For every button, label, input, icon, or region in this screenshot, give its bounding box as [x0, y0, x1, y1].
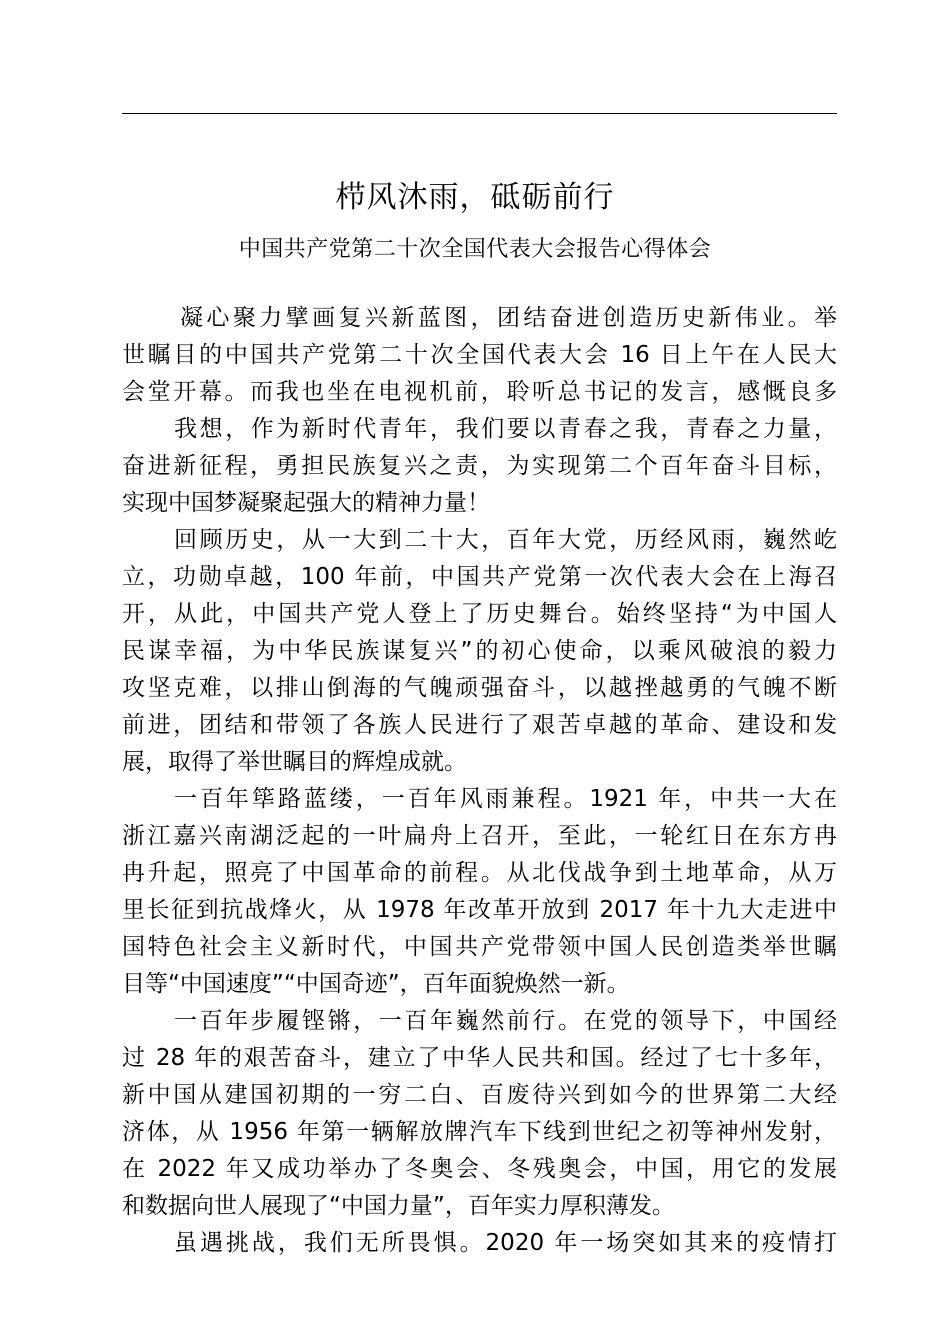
text-line: 民谋幸福，为中华民族谋复兴”的初心使命，以乘风破浪的毅力 [122, 638, 837, 664]
text-line: 济体，从 1956 年第一辆解放牌汽车下线到世纪之初等神州发射， [122, 1119, 837, 1145]
text-line: 世瞩目的中国共产党第二十次全国代表大会 16 日上午在人民大 [122, 342, 837, 368]
text-line: 攻坚克难，以排山倒海的气魄顽强奋斗，以越挫越勇的气魄不断 [122, 675, 837, 701]
text-line: 展，取得了举世瞩目的辉煌成就。 [122, 749, 467, 775]
text-line: 冉升起，照亮了中国革命的前程。从北伐战争到土地革命，从万 [122, 860, 837, 886]
body-text [122, 300, 837, 1262]
text-line: 过 28 年的艰苦奋斗，建立了中华人民共和国。经过了七十多年， [122, 1045, 837, 1071]
header-rule [122, 113, 837, 114]
text-line: 一百年筚路蓝缕，一百年风雨兼程。1921 年，中共一大在 [174, 786, 837, 812]
text-line: 一百年步履铿锵，一百年巍然前行。在党的领导下，中国经 [174, 1008, 837, 1034]
text-line: 回顾历史，从一大到二十大，百年大党，历经风雨，巍然屹 [174, 527, 837, 553]
text-line: 我想，作为新时代青年，我们要以青春之我，青春之力量， [174, 416, 837, 442]
text-line: 目等“中国速度”“中国奇迹”，百年面貌焕然一新。 [122, 971, 630, 997]
text-line: 浙江嘉兴南湖泛起的一叶扁舟上召开，至此，一轮红日在东方冉 [122, 823, 837, 849]
text-line: 立，功勋卓越，100 年前，中国共产党第一次代表大会在上海召 [122, 564, 837, 590]
text-line: 国特色社会主义新时代，中国共产党带领中国人民创造类举世瞩 [122, 934, 837, 960]
text-line: 凝心聚力擘画复兴新蓝图，团结奋进创造历史新伟业。举 [180, 305, 837, 331]
text-line: 奋进新征程，勇担民族复兴之责，为实现第二个百年奋斗目标， [122, 453, 837, 479]
text-line: 开，从此，中国共产党人登上了历史舞台。始终坚持“为中国人 [122, 601, 837, 627]
text-line: 虽遇挑战，我们无所畏惧。2020 年一场突如其来的疫情打 [174, 1230, 837, 1256]
text-line: 会堂开幕。而我也坐在电视机前，聆听总书记的发言，感慨良多 [122, 379, 837, 405]
text-line: 在 2022 年又成功举办了冬奥会、冬残奥会，中国，用它的发展 [122, 1156, 837, 1182]
text-line: 和数据向世人展现了“中国力量”，百年实力厚积薄发。 [122, 1193, 675, 1219]
document-subtitle: 中国共产党第二十次全国代表大会报告心得体会 [238, 237, 712, 262]
text-line: 里长征到抗战烽火，从 1978 年改革开放到 2017 年十九大走进中 [122, 897, 837, 923]
text-line: 实现中国梦凝聚起强大的精神力量！ [122, 490, 490, 516]
text-line: 新中国从建国初期的一穷二白、百废待兴到如今的世界第二大经 [122, 1082, 837, 1108]
text-line: 前进，团结和带领了各族人民进行了艰苦卓越的革命、建设和发 [122, 712, 837, 738]
document-title: 栉风沐雨，砥砺前行 [335, 180, 615, 215]
